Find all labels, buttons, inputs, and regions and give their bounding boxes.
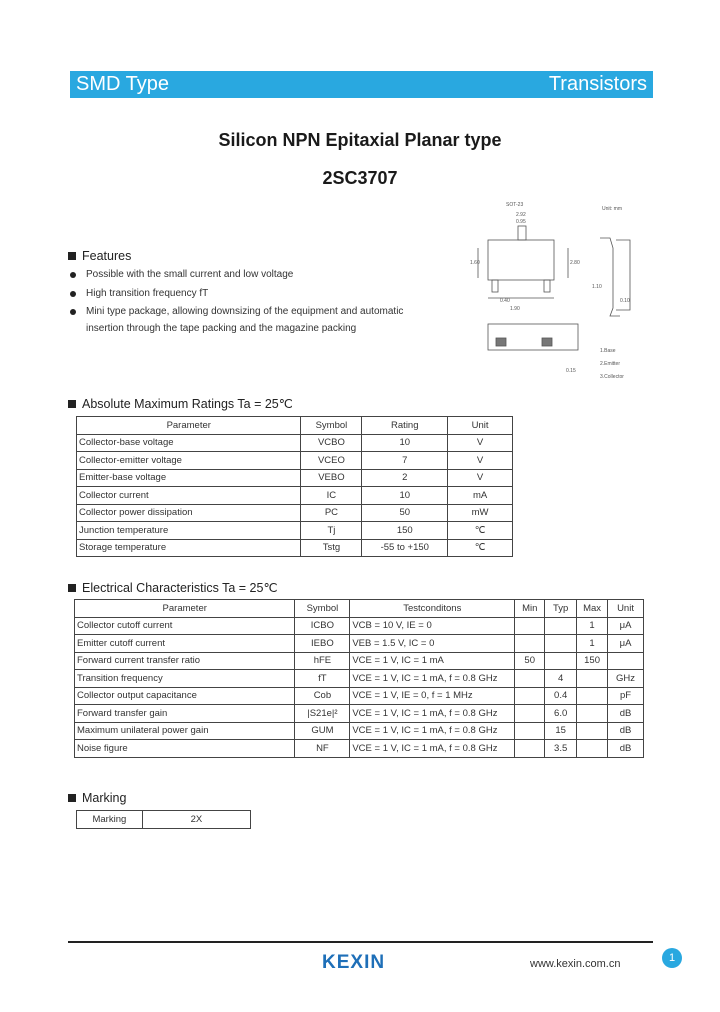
table-cell	[515, 722, 545, 740]
unit-label: Unit: mm	[602, 206, 622, 212]
table-cell: Collector output capacitance	[75, 687, 295, 705]
table-cell: mW	[448, 504, 513, 522]
table-row	[75, 635, 644, 653]
abs-ratings-table	[76, 416, 513, 557]
square-bullet-icon	[68, 252, 76, 260]
pin-3-label: 3.Collector	[600, 374, 624, 380]
col-header: Symbol	[295, 600, 350, 618]
table-cell: dB	[608, 705, 644, 723]
dim-6: 0.10	[620, 298, 630, 304]
table-cell: Collector-base voltage	[77, 434, 301, 452]
table-cell: Cob	[295, 687, 350, 705]
marking-value: 2X	[142, 811, 250, 829]
table-cell: Storage temperature	[77, 539, 301, 557]
pin-1-label: 1.Base	[600, 348, 616, 354]
square-bullet-icon	[68, 794, 76, 802]
table-cell	[577, 705, 608, 723]
table-row	[77, 811, 251, 829]
pin-left	[492, 280, 498, 292]
table-row	[77, 504, 513, 522]
part-number: 2SC3707	[322, 168, 398, 188]
table-cell	[515, 687, 545, 705]
side-profile	[600, 238, 630, 316]
table-cell: V	[448, 434, 513, 452]
table-row	[75, 705, 644, 723]
table-cell	[545, 617, 577, 635]
package-body-top	[488, 240, 554, 280]
table-cell: Forward current transfer ratio	[75, 652, 295, 670]
table-header-row	[75, 600, 644, 618]
dim-5: 0.40	[500, 298, 510, 304]
table-cell: 6.0	[545, 705, 577, 723]
table-cell: VCE = 1 V, IC = 1 mA, f = 0.8 GHz	[350, 722, 515, 740]
table-cell: fT	[295, 670, 350, 688]
table-cell: ℃	[448, 539, 513, 557]
table-cell: VCE = 1 V, IC = 1 mA	[350, 652, 515, 670]
table-header-row	[77, 417, 513, 435]
bullet-icon	[70, 272, 76, 278]
elec-char-heading: Electrical Characteristics Ta = 25℃	[68, 580, 277, 595]
square-bullet-icon	[68, 584, 76, 592]
table-cell: 50	[515, 652, 545, 670]
table-cell: Collector power dissipation	[77, 504, 301, 522]
table-row	[75, 722, 644, 740]
col-header: Unit	[448, 417, 513, 435]
table-cell	[577, 740, 608, 758]
table-cell	[515, 740, 545, 758]
page-title: Silicon NPN Epitaxial Planar type	[218, 130, 502, 150]
table-cell: Tj	[301, 522, 362, 540]
table-cell: 7	[362, 452, 448, 470]
table-cell: GUM	[295, 722, 350, 740]
table-cell: Collector-emitter voltage	[77, 452, 301, 470]
table-row	[77, 487, 513, 505]
col-header: Parameter	[75, 600, 295, 618]
dim-7: 1.10	[592, 284, 602, 290]
abs-ratings-heading: Absolute Maximum Ratings Ta = 25℃	[68, 396, 293, 411]
table-row	[77, 539, 513, 557]
table-row	[75, 670, 644, 688]
dim-1: 0.95	[516, 219, 526, 225]
table-cell: Emitter-base voltage	[77, 469, 301, 487]
table-cell: 150	[577, 652, 608, 670]
marking-table	[76, 810, 251, 829]
table-cell: Collector cutoff current	[75, 617, 295, 635]
dim-8: 0.15	[566, 368, 576, 374]
col-header: Min	[515, 600, 545, 618]
table-cell: 4	[545, 670, 577, 688]
table-cell: 1	[577, 617, 608, 635]
table-cell: NF	[295, 740, 350, 758]
table-row	[77, 452, 513, 470]
bullet-icon	[70, 291, 76, 297]
table-cell	[515, 635, 545, 653]
table-row	[75, 687, 644, 705]
table-cell: V	[448, 452, 513, 470]
table-cell: VCE = 1 V, IE = 0, f = 1 MHz	[350, 687, 515, 705]
table-cell: dB	[608, 722, 644, 740]
table-cell	[545, 652, 577, 670]
page-number: 1	[662, 948, 682, 968]
pin-top	[518, 226, 526, 240]
table-cell: Transition frequency	[75, 670, 295, 688]
table-cell: hFE	[295, 652, 350, 670]
table-cell	[515, 617, 545, 635]
table-cell: Junction temperature	[77, 522, 301, 540]
table-cell: Maximum unilateral power gain	[75, 722, 295, 740]
table-cell	[577, 670, 608, 688]
col-header: Unit	[608, 600, 644, 618]
footer-divider	[68, 941, 653, 943]
table-cell: VEBO	[301, 469, 362, 487]
table-cell: 150	[362, 522, 448, 540]
col-header: Testconditons	[350, 600, 515, 618]
pin-2-label: 2.Emitter	[600, 361, 621, 367]
table-cell: |S21e|²	[295, 705, 350, 723]
dim-2: 1.60	[470, 260, 480, 266]
table-cell	[608, 652, 644, 670]
table-cell: -55 to +150	[362, 539, 448, 557]
table-cell: Collector current	[77, 487, 301, 505]
features-heading: Features	[68, 249, 131, 263]
table-cell: 15	[545, 722, 577, 740]
elec-char-table	[74, 599, 644, 758]
table-cell: 3.5	[545, 740, 577, 758]
header-left: SMD Type	[76, 73, 169, 95]
header-banner	[70, 71, 653, 98]
table-row	[77, 469, 513, 487]
dim-0: 2.92	[516, 212, 526, 218]
table-cell: ℃	[448, 522, 513, 540]
table-cell: 50	[362, 504, 448, 522]
table-cell: 2	[362, 469, 448, 487]
table-cell: Emitter cutoff current	[75, 635, 295, 653]
table-cell: μA	[608, 617, 644, 635]
table-cell	[577, 687, 608, 705]
table-cell: V	[448, 469, 513, 487]
table-cell: VCB = 10 V, IE = 0	[350, 617, 515, 635]
table-cell	[577, 722, 608, 740]
square-bullet-icon	[68, 400, 76, 408]
package-label: SOT-23	[506, 202, 524, 208]
header-right: Transistors	[548, 73, 647, 95]
dim-4: 1.90	[510, 306, 520, 312]
table-cell: 1	[577, 635, 608, 653]
table-cell: VCE = 1 V, IC = 1 mA, f = 0.8 GHz	[350, 705, 515, 723]
table-cell: 10	[362, 434, 448, 452]
table-cell: 10	[362, 487, 448, 505]
table-cell: PC	[301, 504, 362, 522]
table-cell	[545, 635, 577, 653]
bullet-icon	[70, 309, 76, 315]
table-cell: pF	[608, 687, 644, 705]
table-cell: 0.4	[545, 687, 577, 705]
table-cell: IC	[301, 487, 362, 505]
table-cell: VCEO	[301, 452, 362, 470]
table-cell: mA	[448, 487, 513, 505]
table-row	[77, 522, 513, 540]
dim-3: 2.80	[570, 260, 580, 266]
table-cell: IEBO	[295, 635, 350, 653]
col-header: Rating	[362, 417, 448, 435]
table-cell: dB	[608, 740, 644, 758]
table-cell	[515, 670, 545, 688]
table-row	[75, 740, 644, 758]
table-cell: Forward transfer gain	[75, 705, 295, 723]
table-cell: VCE = 1 V, IC = 1 mA, f = 0.8 GHz	[350, 670, 515, 688]
table-cell: VCBO	[301, 434, 362, 452]
table-cell: VCE = 1 V, IC = 1 mA, f = 0.8 GHz	[350, 740, 515, 758]
marking-heading: Marking	[68, 791, 126, 805]
col-header: Typ	[545, 600, 577, 618]
col-header: Parameter	[77, 417, 301, 435]
website-link[interactable]: www.kexin.com.cn	[530, 958, 621, 970]
table-cell: ICBO	[295, 617, 350, 635]
table-cell	[515, 705, 545, 723]
col-header: Max	[577, 600, 608, 618]
marking-label: Marking	[77, 811, 143, 829]
col-header: Symbol	[301, 417, 362, 435]
pin-right	[544, 280, 550, 292]
package-diagram	[470, 198, 660, 388]
table-row	[77, 434, 513, 452]
table-cell: GHz	[608, 670, 644, 688]
table-row	[75, 652, 644, 670]
table-cell: Noise figure	[75, 740, 295, 758]
table-row	[75, 617, 644, 635]
table-cell: μA	[608, 635, 644, 653]
table-cell: Tstg	[301, 539, 362, 557]
kexin-logo: KEXIN	[322, 952, 386, 973]
table-cell: VEB = 1.5 V, IC = 0	[350, 635, 515, 653]
